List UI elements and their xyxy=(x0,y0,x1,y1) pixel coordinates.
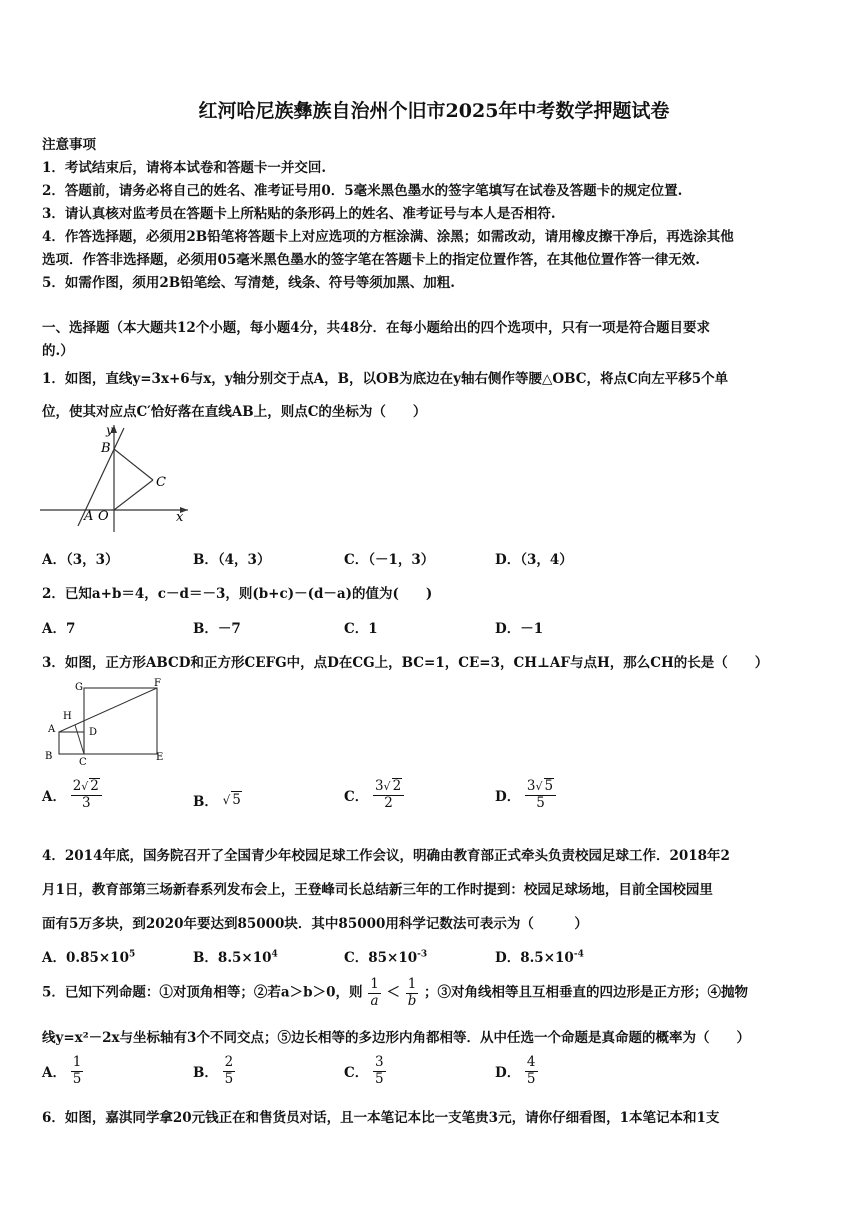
segment-co xyxy=(114,480,153,510)
q3-option-d[interactable]: D． $\frac{3√ 5}{5}$ xyxy=(495,778,556,811)
q2-option-c[interactable]: C．1 xyxy=(344,621,378,637)
q4-text-cont-2: 面有5万多块，到2020年要达到85000块．其中85000用科学记数法可表示为（ ） xyxy=(42,916,588,932)
q5-option-a[interactable]: A． $\frac{1}{5}$ xyxy=(42,1054,82,1087)
q3-figure xyxy=(42,676,172,766)
square-cefg xyxy=(84,688,157,754)
notice-heading: 注意事项 xyxy=(42,137,96,153)
q4-text-cont-1: 月1日，教育部第三场新春系列发布会上，王登峰司长总结新三年的工作时提到：校园足球场地，目前全国校园里 xyxy=(42,882,713,898)
q3-option-b[interactable]: B． √ 5 xyxy=(193,791,241,810)
label-o: O xyxy=(98,509,109,524)
label-a: A xyxy=(84,509,94,524)
notice-item-5: 5．如需作图，须用2B铅笔绘、写清楚，线条、符号等须加黑、加粗. xyxy=(42,275,455,291)
q1-text-cont: 位，使其对应点C′恰好落在直线AB上，则点C的坐标为（ ） xyxy=(42,404,427,420)
label-x: x xyxy=(176,510,184,525)
q2-option-b[interactable]: B．－7 xyxy=(193,621,241,637)
q4-option-c[interactable]: C．$85\times 10^{-3}$ xyxy=(344,949,428,966)
fraction: $\frac{3√ 5}{5}$ xyxy=(525,778,556,811)
q2-text: 2．已知a+b＝4，c－d＝－3，则(b+c)－(d－a)的值为( ) xyxy=(42,586,433,602)
notice-item-3: 3．请认真核对监考员在答题卡上所粘贴的条形码上的姓名、准考证号与本人是否相符. xyxy=(42,206,556,222)
fraction: $\frac{3√ 2}{2}$ xyxy=(373,778,404,811)
label-b: B xyxy=(101,441,111,456)
q4-option-b[interactable]: B．$8.5\times 10^4$ xyxy=(193,949,278,966)
q1-option-b[interactable]: B．（4，3） xyxy=(193,552,271,568)
q4-option-d[interactable]: D．$8.5\times 10^{-4}$ xyxy=(495,949,584,966)
label-b: B xyxy=(45,751,53,762)
section-heading: 一、选择题（本大题共12个小题，每小题4分，共48分．在每小题给出的四个选项中，只有一项是符合题目要求 xyxy=(42,320,710,336)
segment-af xyxy=(59,688,157,732)
q5-option-d[interactable]: D． $\frac{4}{5}$ xyxy=(495,1054,536,1087)
segment-bc xyxy=(114,449,153,480)
label-a: A xyxy=(48,724,56,735)
q2-option-a[interactable]: A．7 xyxy=(42,621,76,637)
q1-option-d[interactable]: D．（3，4） xyxy=(495,552,573,568)
notice-item-4: 4．作答选择题，必须用2B铅笔将答题卡上对应选项的方框涂满、涂黑；如需改动，请用橡皮擦干净后，再选涂其他 xyxy=(42,229,734,245)
label-f: F xyxy=(154,678,161,689)
q3-text: 3．如图，正方形ABCD和正方形CEFG中，点D在CG上，BC=1，CE=3，CH⊥AF与点H，那么CH的长是（ ） xyxy=(42,655,769,671)
notice-item-1: 1．考试结束后，请将本试卷和答题卡一并交回. xyxy=(42,160,327,176)
notice-item-4-cont: 选项．作答非选择题，必须用05毫米黑色墨水的签字笔在答题卡上的指定位置作答，在其他位置作答一律无效. xyxy=(42,252,700,268)
q1-option-c[interactable]: C．（－1，3） xyxy=(344,552,435,568)
q5-option-c[interactable]: C． $\frac{3}{5}$ xyxy=(344,1054,384,1087)
label-h: H xyxy=(63,711,72,722)
label-g: G xyxy=(75,682,83,693)
label-d: D xyxy=(89,727,98,738)
q4-option-a[interactable]: A．$0.85\times 10^5$ xyxy=(42,949,136,966)
notice-item-2: 2．答题前，请务必将自己的姓名、准考证号用0．5毫米黑色墨水的签字笔填写在试卷及答题卡的规定位置. xyxy=(42,183,683,199)
fraction: $\frac{2√ 2}{3}$ xyxy=(71,778,102,811)
label-y: y xyxy=(106,423,113,437)
q2-option-d[interactable]: D．－1 xyxy=(495,621,544,637)
q5-option-b[interactable]: B． $\frac{2}{5}$ xyxy=(193,1054,234,1087)
label-c: C xyxy=(156,475,166,490)
section-heading-cont: 的.） xyxy=(42,343,74,359)
q1-figure xyxy=(40,422,190,537)
segment-ch xyxy=(75,725,84,754)
page-title: 红河哈尼族彝族自治州个旧市2025年中考数学押题试卷 xyxy=(198,100,670,122)
label-e: E xyxy=(156,752,164,763)
q4-text: 4．2014年底，国务院召开了全国青少年校园足球工作会议，明确由教育部正式牵头负责校园足球工作．2018年2 xyxy=(42,848,730,864)
q3-option-c[interactable]: C． $\frac{3√ 2}{2}$ xyxy=(344,778,404,811)
q1-option-a[interactable]: A．（3，3） xyxy=(42,552,119,568)
q1-text: 1．如图，直线y=3x+6与x，y轴分别交于点A，B，以OB为底边在y轴右侧作等腰△OBC，将点C向左平移5个单 xyxy=(42,371,729,387)
q5-text-cont: 线y=x²－2x与坐标轴有3个不同交点；⑤边长相等的多边形内角都相等．从中任选一个命题是真命题的概率为（ ） xyxy=(42,1030,750,1046)
q6-text: 6．如图，嘉淇同学拿20元钱正在和售货员对话，且一本笔记本比一支笔贵3元，请你仔细看图，1本笔记本和1支 xyxy=(42,1110,720,1126)
label-c: C xyxy=(79,757,87,766)
q3-option-a[interactable]: A． $\frac{2√ 2}{3}$ xyxy=(42,778,102,811)
q5-text: 5．已知下列命题：①对顶角相等；②若a＞b＞0，则 $\frac{1}{a}$ ＜ $\frac{1}{b}$ ；③对角线相等且互相垂直的四边形是正方形；④抛物 xyxy=(42,976,749,1009)
